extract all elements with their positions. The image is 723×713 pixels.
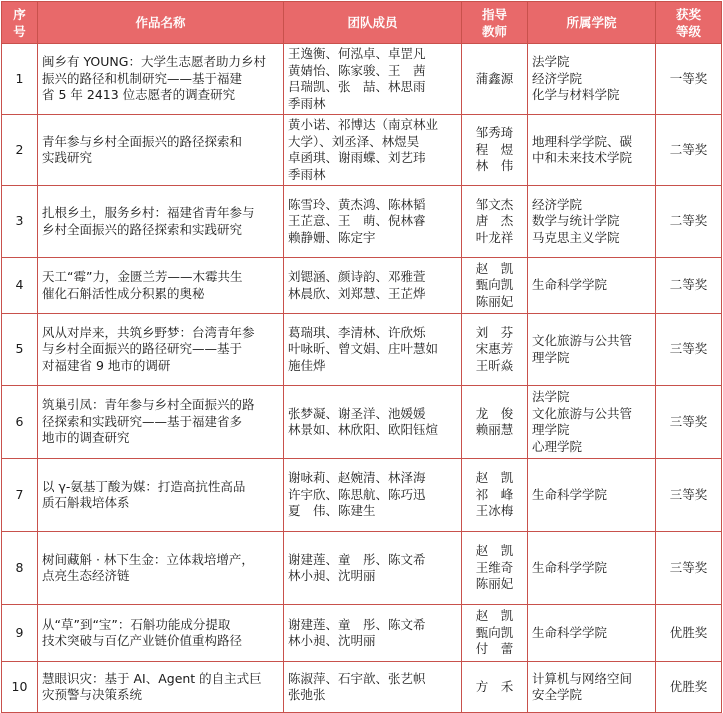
team-members: 谢咏莉、赵婉清、林泽海 许宇欣、陈思航、陈巧迅 夏 伟、陈建生 [284,459,462,532]
table-body [2,44,722,713]
award-level: 优胜奖 [656,662,722,713]
project-title: 风从对岸来，共筑乡野梦：台湾青年参 与乡村全面振兴的路径研究——基于 对福建省 9 地市的调研 [38,314,284,386]
project-title: 从“草”到“宝”：石斛功能成分提取 技术突破与百亿产业链价值重构路径 [38,605,284,662]
table-row [2,44,722,115]
project-title: 天工“霉”力，金匮兰芳——木霉共生 催化石斛活性成分积累的奥秘 [38,258,284,314]
team-members: 刘锶涵、颜诗韵、邓雅萱 林晨欣、刘郑慧、王芷烨 [284,258,462,314]
row-number: 6 [2,386,38,459]
project-title: 以 γ-氨基丁酸为媒：打造高抗性高品 质石斛栽培体系 [38,459,284,532]
award-level: 优胜奖 [656,605,722,662]
row-number: 9 [2,605,38,662]
header-members: 团队成员 [284,2,462,44]
college: 法学院 文化旅游与公共管 理学院 心理学院 [528,386,656,459]
advisors: 邹秀琦 程 煜 林 伟 [462,115,528,186]
header-title: 作品名称 [38,2,284,44]
table-row [2,532,722,605]
college: 经济学院 数学与统计学院 马克思主义学院 [528,186,656,258]
advisors: 龙 俊 赖丽慧 [462,386,528,459]
header-row [2,2,722,44]
college: 生命科学学院 [528,459,656,532]
team-members: 谢建莲、童 彤、陈文希 林小昶、沈明丽 [284,605,462,662]
advisors: 刘 芬 宋惠芳 王昕焱 [462,314,528,386]
award-level: 三等奖 [656,386,722,459]
advisors: 赵 凯 王维奇 陈丽妃 [462,532,528,605]
advisors: 赵 凯 甄向凯 陈丽妃 [462,258,528,314]
project-title: 闽乡有 YOUNG：大学生志愿者助力乡村 振兴的路径和机制研究——基于福建 省 5 年 2413 位志愿者的调查研究 [38,44,284,115]
advisors: 邹文杰 唐 杰 叶龙祥 [462,186,528,258]
advisors: 蒲鑫源 [462,44,528,115]
college: 地理科学学院、碳 中和未来技术学院 [528,115,656,186]
table-row [2,459,722,532]
header-advisors: 指导 教师 [462,2,528,44]
award-level: 二等奖 [656,115,722,186]
header-college: 所属学院 [528,2,656,44]
college: 文化旅游与公共管 理学院 [528,314,656,386]
award-level: 三等奖 [656,459,722,532]
table-row [2,386,722,459]
award-level: 三等奖 [656,532,722,605]
table-row [2,662,722,713]
college: 计算机与网络空间 安全学院 [528,662,656,713]
project-title: 青年参与乡村全面振兴的路径探索和 实践研究 [38,115,284,186]
table-row [2,115,722,186]
college: 法学院 经济学院 化学与材料学院 [528,44,656,115]
team-members: 陈淑萍、石宇歆、张艺帜 张弛张 [284,662,462,713]
row-number: 4 [2,258,38,314]
table-row [2,186,722,258]
table-row [2,605,722,662]
team-members: 谢建莲、童 彤、陈文希 林小昶、沈明丽 [284,532,462,605]
project-title: 扎根乡土，服务乡村：福建省青年参与 乡村全面振兴的路径探索和实践研究 [38,186,284,258]
team-members: 陈雪玲、黄杰鸿、陈林韬 王芷意、王 萌、倪林睿 赖静姗、陈定宇 [284,186,462,258]
row-number: 10 [2,662,38,713]
row-number: 7 [2,459,38,532]
college: 生命科学学院 [528,258,656,314]
college: 生命科学学院 [528,532,656,605]
advisors: 方 禾 [462,662,528,713]
team-members: 葛瑞琪、李清林、许欣烁 叶咏昕、曾文娟、庄叶慧如 施佳烨 [284,314,462,386]
row-number: 5 [2,314,38,386]
project-title: 慧眼识灾：基于 AI、Agent 的自主式巨 灾预警与决策系统 [38,662,284,713]
table-row [2,258,722,314]
project-title: 筑巢引凤：青年参与乡村全面振兴的路 径探索和实践研究——基于福建省多 地市的调查研究 [38,386,284,459]
advisors: 赵 凯 祁 峰 王冰梅 [462,459,528,532]
award-table [1,1,722,713]
row-number: 3 [2,186,38,258]
row-number: 8 [2,532,38,605]
college: 生命科学学院 [528,605,656,662]
table-row [2,314,722,386]
row-number: 2 [2,115,38,186]
advisors: 赵 凯 甄向凯 付 蕾 [462,605,528,662]
team-members: 张梦凝、谢圣洋、池媛媛 林景如、林欣阳、欧阳钰煊 [284,386,462,459]
award-level: 二等奖 [656,258,722,314]
row-number: 1 [2,44,38,115]
award-level: 一等奖 [656,44,722,115]
header-level: 获奖 等级 [656,2,722,44]
award-level: 二等奖 [656,186,722,258]
team-members: 王逸衡、何泓卓、卓罡凡 黄婧怡、陈家骏、王 茜 吕瑞凯、张 喆、林思雨 季雨林 [284,44,462,115]
award-level: 三等奖 [656,314,722,386]
header-num: 序 号 [2,2,38,44]
team-members: 黄小诺、祁博达（南京林业 大学）、刘丞泽、林煜昊 卓函琪、谢雨蝶、刘艺玮 季雨林 [284,115,462,186]
project-title: 树间藏斛 · 林下生金：立体栽培增产， 点亮生态经济链 [38,532,284,605]
